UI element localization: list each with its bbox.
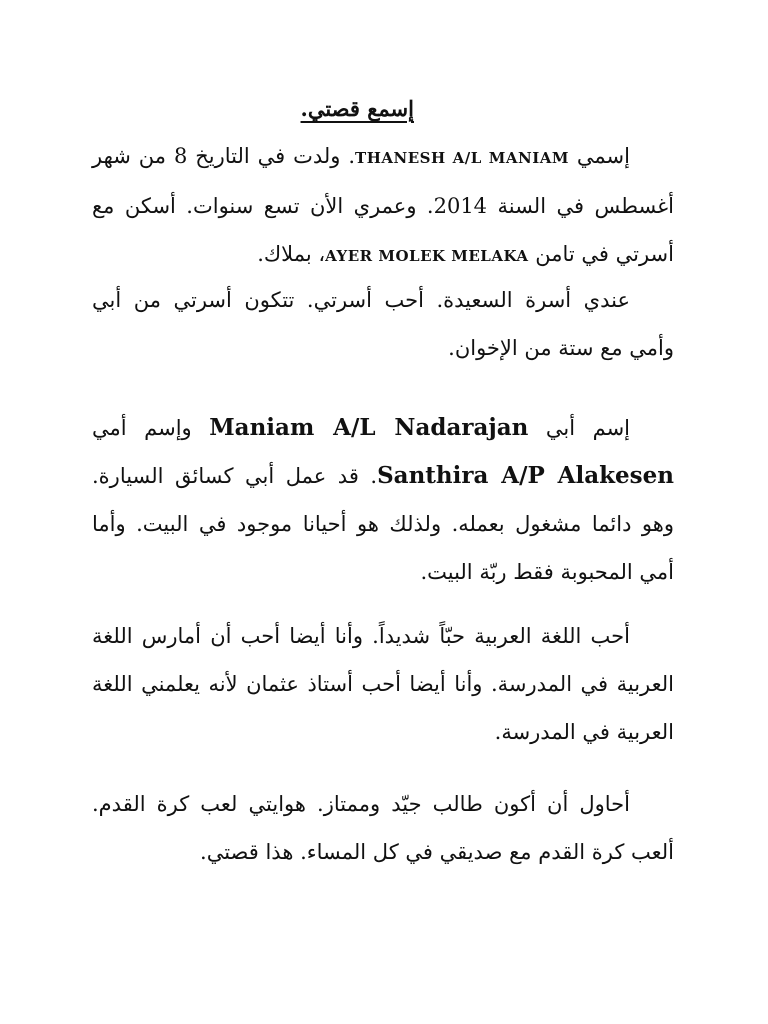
paragraph-introduction (92, 132, 674, 280)
p3-text-b: وإسم أمي (92, 416, 192, 440)
paragraph-family (92, 276, 674, 372)
p1-text-b: . ولدت في التاريخ 8 من شهر أغسطس في السنة 2014. وعمري الأن تسع سنوات. أسكن مع أسرتي في تامن (92, 144, 674, 266)
p1-text-c: ، بملاك. (257, 242, 326, 266)
paragraph-hobby (92, 780, 674, 876)
p4-text: أحب اللغة العربية حبّاً شديداً. وأنا أيضا أحب أن أمارس اللغة العربية في المدرسة. وأنا أيضا أحب أستاذ عثمان لأنه يعلمني اللغة العربية في المدرسة. (92, 624, 674, 744)
p1-text-a: إسمي (576, 144, 630, 168)
p2-text: عندي أسرة السعيدة. أحب أسرتي. تتكون أسرتي من أبي وأمي مع ستة من الإخوان. (92, 288, 674, 360)
p3-text-a: إسم أبي (545, 416, 631, 440)
student-name: THANESH A/L MANIAM (355, 149, 569, 167)
document-title: إسمع قصتي. (300, 96, 414, 121)
paragraph-parents (92, 404, 674, 596)
p3-text-c: . قد عمل أبي كسائق السيارة. وهو دائما مشغول بعمله. ولذلك هو أحيانا موجود في البيت. وأما أمي المحبوبة فقط ربّة البيت. (92, 464, 674, 584)
p5-text: أحاول أن أكون طالب جيّد وممتاز. هوايتي لعب كرة القدم. ألعب كرة القدم مع صديقي في كل المساء. هذا قصتي. (92, 792, 674, 864)
paragraph-arabic-language (92, 612, 674, 756)
residence-name: AYER MOLEK MELAKA (325, 247, 529, 265)
father-name: Maniam A/L Nadarajan (209, 414, 529, 441)
mother-name: Santhira A/P Alakesen (377, 462, 674, 489)
